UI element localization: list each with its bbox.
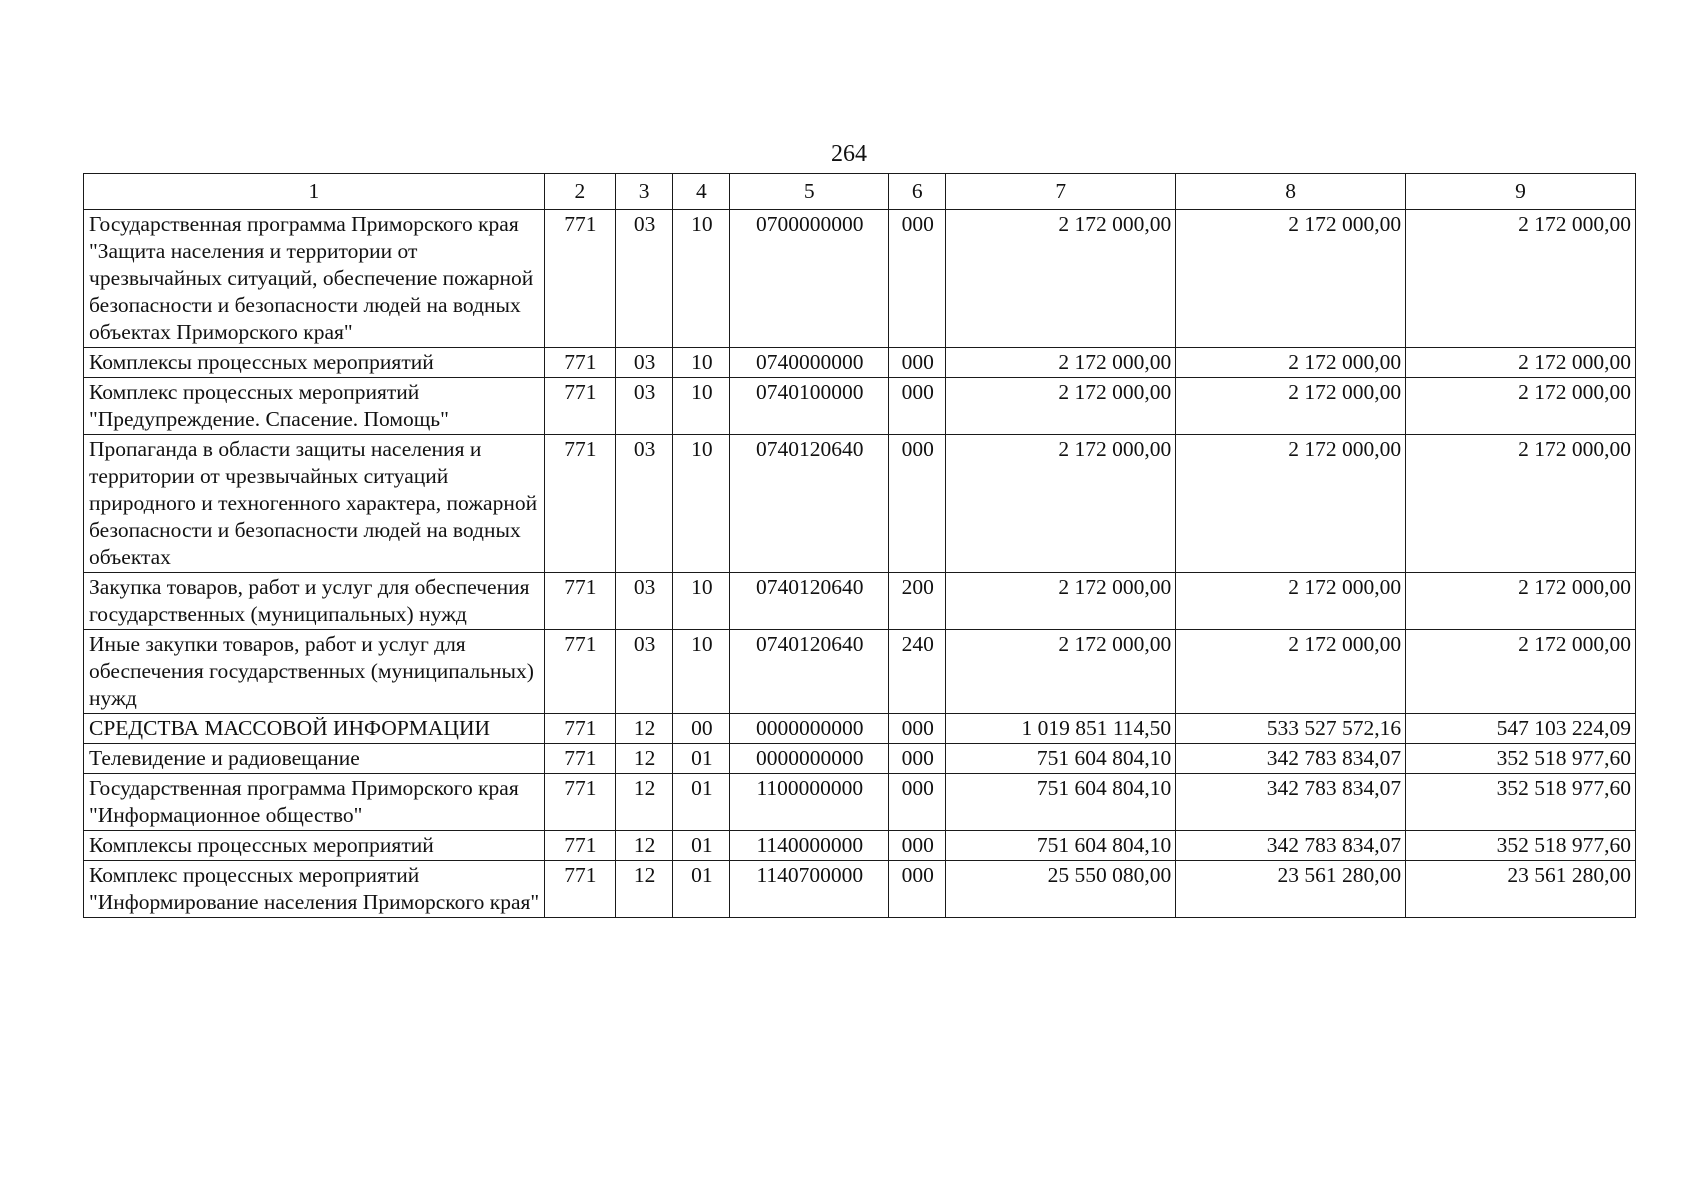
row-expense-type: 000 xyxy=(889,861,946,918)
row-subsection: 01 xyxy=(673,774,730,831)
row-section: 12 xyxy=(616,774,673,831)
row-target-article: 1100000000 xyxy=(730,774,889,831)
row-amount-col7: 751 604 804,10 xyxy=(946,831,1176,861)
row-admin-code: 771 xyxy=(544,378,615,435)
row-name: Государственная программа Приморского края "Защита населения и территории от чрезвычайных ситуаций, обеспечение пожарной безопасности и безопасности людей на водных объектах Приморского края" xyxy=(84,210,545,348)
col-header-7: 7 xyxy=(946,174,1176,210)
row-expense-type: 240 xyxy=(889,630,946,714)
col-header-6: 6 xyxy=(889,174,946,210)
row-section: 03 xyxy=(616,210,673,348)
col-header-4: 4 xyxy=(673,174,730,210)
row-target-article: 0740120640 xyxy=(730,573,889,630)
row-amount-col8: 2 172 000,00 xyxy=(1176,435,1406,573)
row-amount-col8: 342 783 834,07 xyxy=(1176,774,1406,831)
row-subsection: 10 xyxy=(673,210,730,348)
row-amount-col7: 2 172 000,00 xyxy=(946,573,1176,630)
row-name: Закупка товаров, работ и услуг для обеспечения государственных (муниципальных) нужд xyxy=(84,573,545,630)
row-admin-code: 771 xyxy=(544,831,615,861)
row-amount-col7: 751 604 804,10 xyxy=(946,774,1176,831)
row-section: 12 xyxy=(616,714,673,744)
row-amount-col7: 2 172 000,00 xyxy=(946,348,1176,378)
row-section: 03 xyxy=(616,630,673,714)
row-target-article: 0740000000 xyxy=(730,348,889,378)
table-row xyxy=(84,744,1636,774)
table-row xyxy=(84,774,1636,831)
row-expense-type: 200 xyxy=(889,573,946,630)
row-amount-col7: 751 604 804,10 xyxy=(946,744,1176,774)
row-expense-type: 000 xyxy=(889,744,946,774)
row-section: 12 xyxy=(616,831,673,861)
table-row xyxy=(84,348,1636,378)
row-subsection: 10 xyxy=(673,630,730,714)
row-name: Государственная программа Приморского края "Информационное общество" xyxy=(84,774,545,831)
row-amount-col7: 2 172 000,00 xyxy=(946,210,1176,348)
table-row xyxy=(84,714,1636,744)
col-header-8: 8 xyxy=(1176,174,1406,210)
row-amount-col9: 352 518 977,60 xyxy=(1406,774,1636,831)
row-name: Комплексы процессных мероприятий xyxy=(84,348,545,378)
row-expense-type: 000 xyxy=(889,348,946,378)
col-header-1: 1 xyxy=(84,174,545,210)
row-admin-code: 771 xyxy=(544,573,615,630)
table-row xyxy=(84,630,1636,714)
row-expense-type: 000 xyxy=(889,831,946,861)
row-amount-col8: 23 561 280,00 xyxy=(1176,861,1406,918)
row-expense-type: 000 xyxy=(889,714,946,744)
budget-table xyxy=(83,173,1636,918)
row-admin-code: 771 xyxy=(544,774,615,831)
row-amount-col7: 2 172 000,00 xyxy=(946,630,1176,714)
row-amount-col9: 2 172 000,00 xyxy=(1406,573,1636,630)
row-name: Иные закупки товаров, работ и услуг для обеспечения государственных (муниципальных) нужд xyxy=(84,630,545,714)
row-amount-col7: 2 172 000,00 xyxy=(946,378,1176,435)
row-target-article: 0740100000 xyxy=(730,378,889,435)
row-amount-col8: 2 172 000,00 xyxy=(1176,348,1406,378)
row-amount-col8: 2 172 000,00 xyxy=(1176,378,1406,435)
row-amount-col7: 2 172 000,00 xyxy=(946,435,1176,573)
row-section: 03 xyxy=(616,435,673,573)
row-name: Комплекс процессных мероприятий "Предупреждение. Спасение. Помощь" xyxy=(84,378,545,435)
row-amount-col9: 547 103 224,09 xyxy=(1406,714,1636,744)
row-admin-code: 771 xyxy=(544,714,615,744)
row-subsection: 10 xyxy=(673,378,730,435)
row-expense-type: 000 xyxy=(889,210,946,348)
row-amount-col9: 352 518 977,60 xyxy=(1406,831,1636,861)
page-number: 264 xyxy=(831,141,867,167)
row-amount-col9: 23 561 280,00 xyxy=(1406,861,1636,918)
col-header-3: 3 xyxy=(616,174,673,210)
col-header-5: 5 xyxy=(730,174,889,210)
row-target-article: 1140700000 xyxy=(730,861,889,918)
table-row xyxy=(84,210,1636,348)
row-section: 03 xyxy=(616,348,673,378)
row-admin-code: 771 xyxy=(544,348,615,378)
row-admin-code: 771 xyxy=(544,210,615,348)
header-row xyxy=(84,174,1636,210)
row-name: Телевидение и радиовещание xyxy=(84,744,545,774)
col-header-9: 9 xyxy=(1406,174,1636,210)
row-admin-code: 771 xyxy=(544,744,615,774)
row-subsection: 01 xyxy=(673,861,730,918)
table-row xyxy=(84,435,1636,573)
table-row xyxy=(84,861,1636,918)
row-amount-col8: 342 783 834,07 xyxy=(1176,744,1406,774)
row-subsection: 10 xyxy=(673,435,730,573)
row-section: 03 xyxy=(616,573,673,630)
row-subsection: 10 xyxy=(673,348,730,378)
row-amount-col9: 2 172 000,00 xyxy=(1406,435,1636,573)
row-amount-col9: 2 172 000,00 xyxy=(1406,210,1636,348)
row-name: Комплексы процессных мероприятий xyxy=(84,831,545,861)
row-amount-col8: 342 783 834,07 xyxy=(1176,831,1406,861)
row-section: 12 xyxy=(616,744,673,774)
row-target-article: 0000000000 xyxy=(730,714,889,744)
row-name: Комплекс процессных мероприятий "Информирование населения Приморского края" xyxy=(84,861,545,918)
row-amount-col9: 2 172 000,00 xyxy=(1406,378,1636,435)
row-target-article: 0740120640 xyxy=(730,435,889,573)
row-subsection: 01 xyxy=(673,831,730,861)
row-expense-type: 000 xyxy=(889,435,946,573)
row-amount-col8: 2 172 000,00 xyxy=(1176,210,1406,348)
row-target-article: 0000000000 xyxy=(730,744,889,774)
row-amount-col9: 2 172 000,00 xyxy=(1406,348,1636,378)
row-name: Пропаганда в области защиты населения и территории от чрезвычайных ситуаций природного и техногенного характера, пожарной безопасности и безопасности людей на водных объектах xyxy=(84,435,545,573)
row-amount-col9: 2 172 000,00 xyxy=(1406,630,1636,714)
row-target-article: 0700000000 xyxy=(730,210,889,348)
row-amount-col9: 352 518 977,60 xyxy=(1406,744,1636,774)
row-expense-type: 000 xyxy=(889,378,946,435)
row-target-article: 1140000000 xyxy=(730,831,889,861)
col-header-2: 2 xyxy=(544,174,615,210)
row-target-article: 0740120640 xyxy=(730,630,889,714)
row-expense-type: 000 xyxy=(889,774,946,831)
row-section: 12 xyxy=(616,861,673,918)
row-subsection: 10 xyxy=(673,573,730,630)
row-section: 03 xyxy=(616,378,673,435)
row-admin-code: 771 xyxy=(544,630,615,714)
row-amount-col8: 2 172 000,00 xyxy=(1176,573,1406,630)
row-amount-col8: 2 172 000,00 xyxy=(1176,630,1406,714)
row-amount-col7: 25 550 080,00 xyxy=(946,861,1176,918)
table-row xyxy=(84,831,1636,861)
row-name: СРЕДСТВА МАССОВОЙ ИНФОРМАЦИИ xyxy=(84,714,545,744)
row-amount-col7: 1 019 851 114,50 xyxy=(946,714,1176,744)
table-row xyxy=(84,378,1636,435)
row-subsection: 00 xyxy=(673,714,730,744)
table-row xyxy=(84,573,1636,630)
row-admin-code: 771 xyxy=(544,861,615,918)
row-amount-col8: 533 527 572,16 xyxy=(1176,714,1406,744)
row-subsection: 01 xyxy=(673,744,730,774)
row-admin-code: 771 xyxy=(544,435,615,573)
